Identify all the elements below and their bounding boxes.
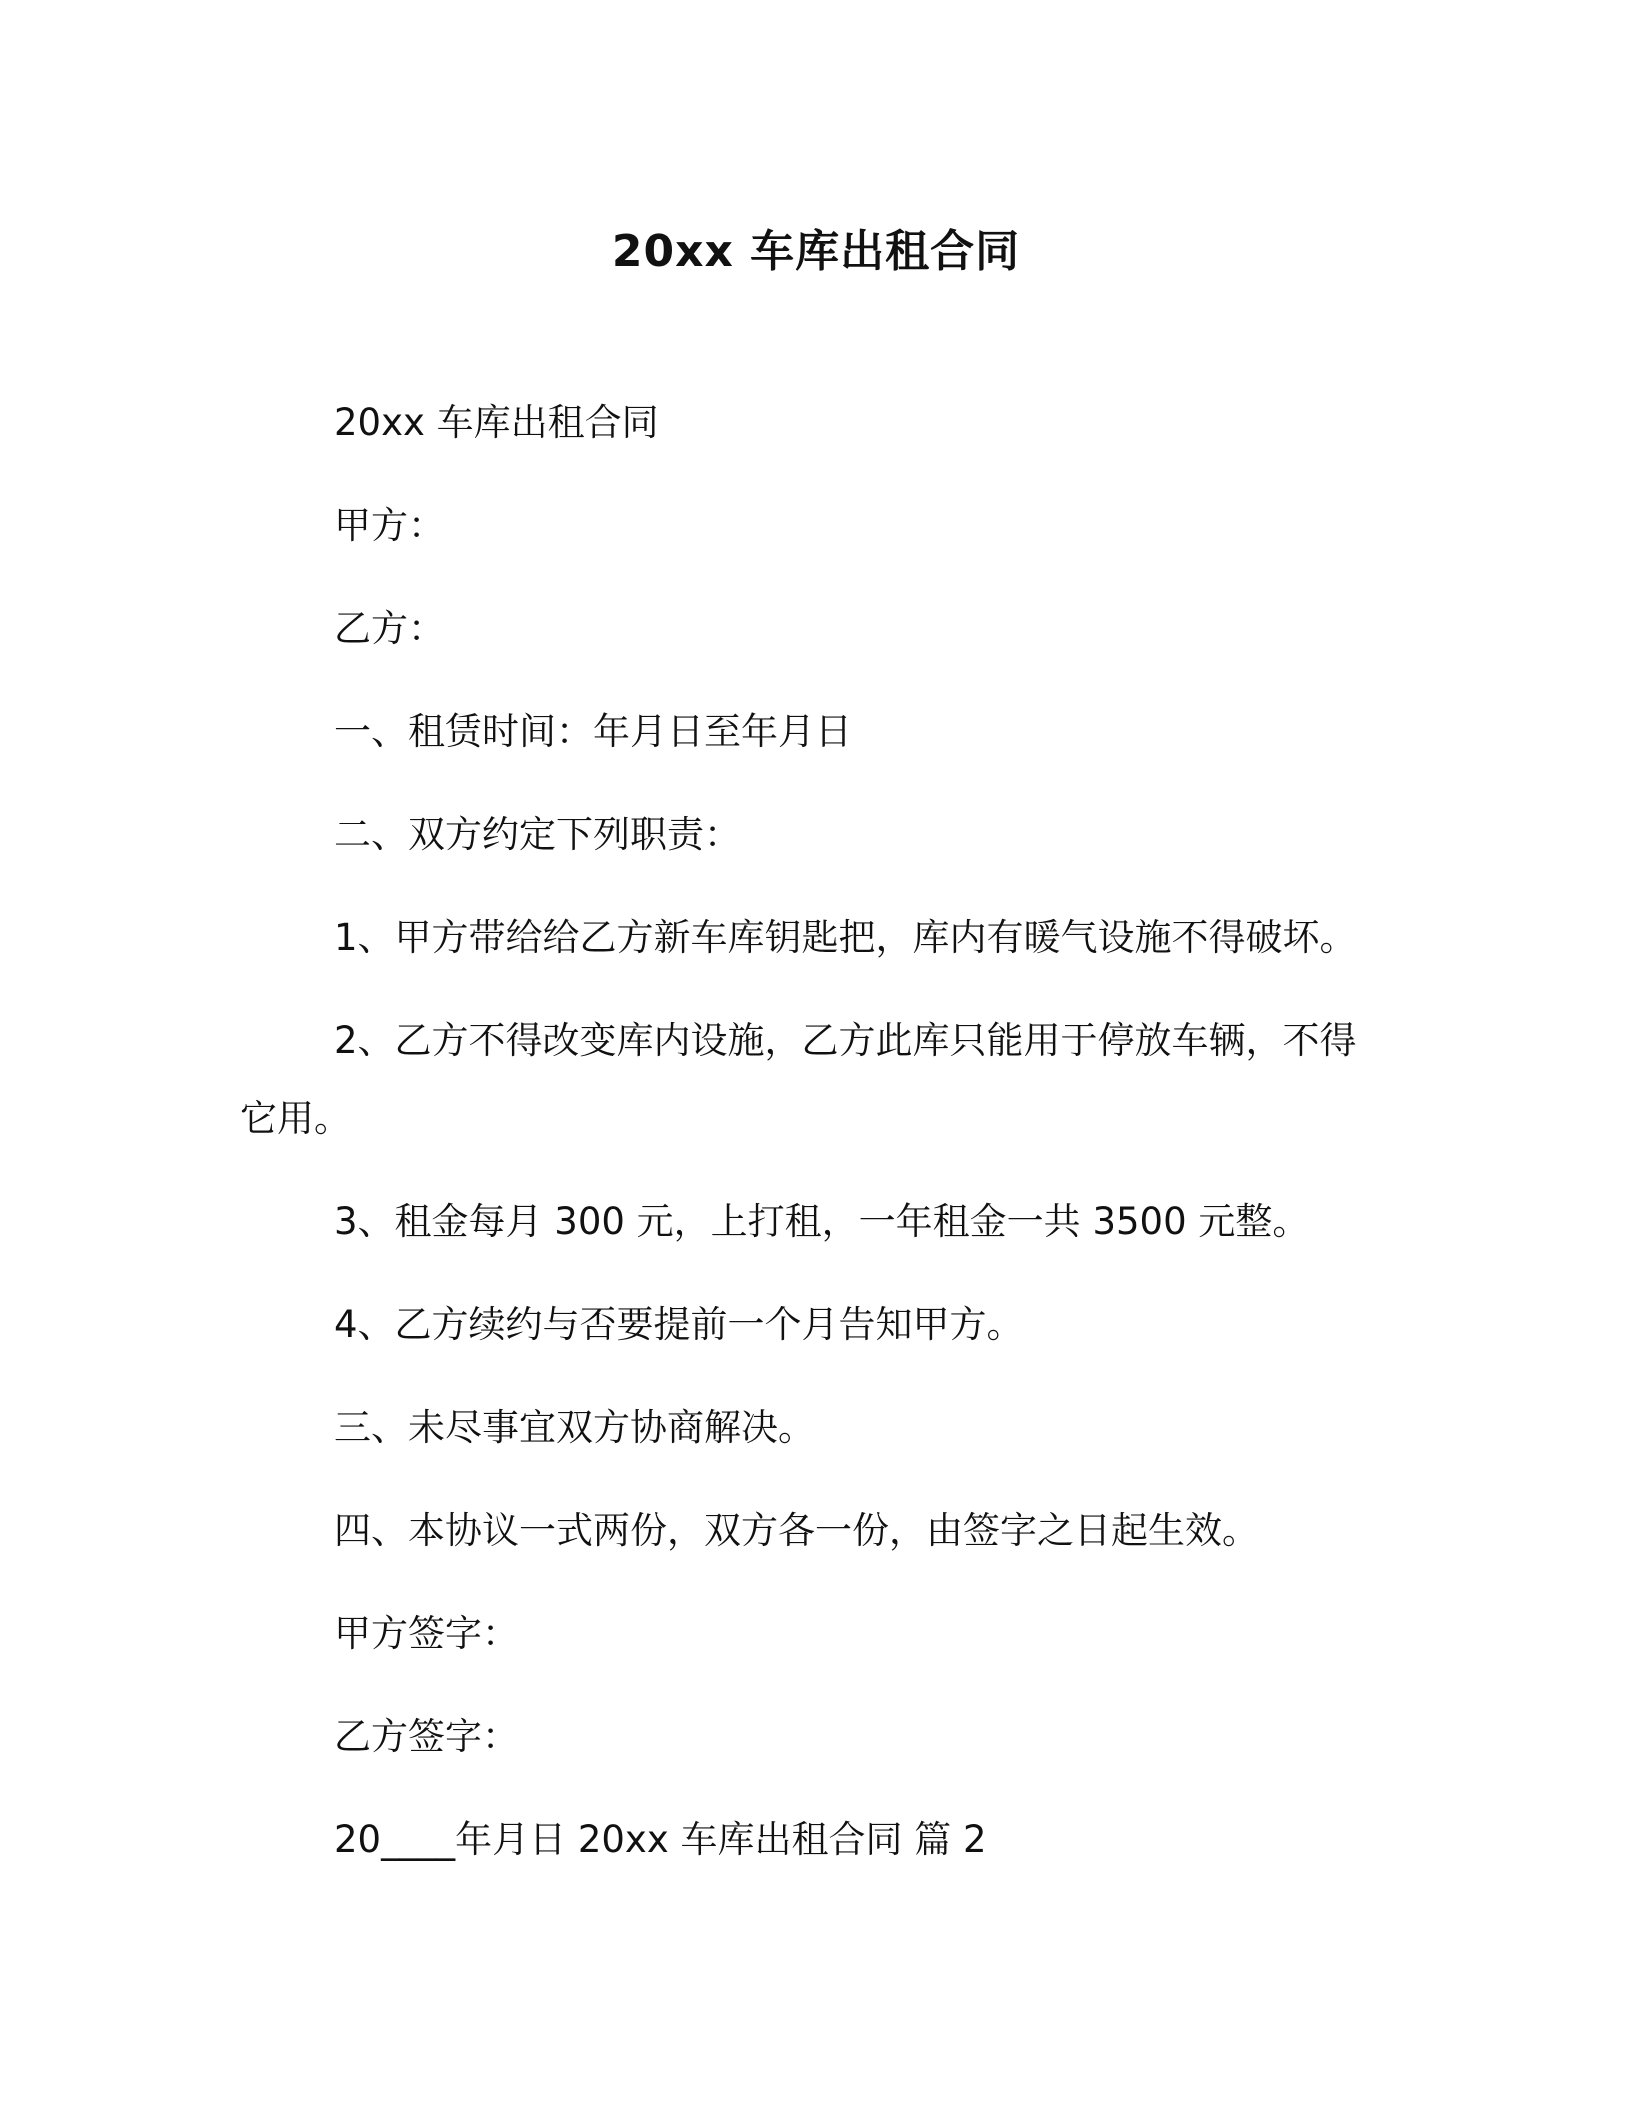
subtitle-line: 20xx 车库出租合同	[334, 401, 659, 444]
section-1-line: 一、租赁时间：年月日至年月日	[334, 710, 852, 753]
party-a-line: 甲方：	[334, 504, 445, 547]
section-4-line: 四、本协议一式两份，双方各一份，由签字之日起生效。	[334, 1509, 1259, 1552]
section-2-line: 二、双方约定下列职责：	[334, 813, 741, 856]
item-3-line: 3、租金每月 300 元，上打租，一年租金一共 3500 元整。	[334, 1200, 1310, 1243]
item-2-line-1: 2、乙方不得改变库内设施，乙方此库只能用于停放车辆，不得	[334, 1019, 1357, 1062]
section-3-line: 三、未尽事宜双方协商解决。	[334, 1406, 815, 1449]
item-4-line: 4、乙方续约与否要提前一个月告知甲方。	[334, 1303, 1024, 1346]
sign-b-line: 乙方签字：	[334, 1715, 519, 1758]
sign-a-line: 甲方签字：	[334, 1612, 519, 1655]
date-line: 20____年月日 20xx 车库出租合同 篇 2	[334, 1818, 987, 1861]
document-title: 20xx 车库出租合同	[611, 226, 1021, 277]
item-2-line-2: 它用。	[240, 1097, 351, 1140]
item-1-line: 1、甲方带给给乙方新车库钥匙把，库内有暖气设施不得破坏。	[334, 916, 1357, 959]
party-b-line: 乙方：	[334, 607, 445, 650]
